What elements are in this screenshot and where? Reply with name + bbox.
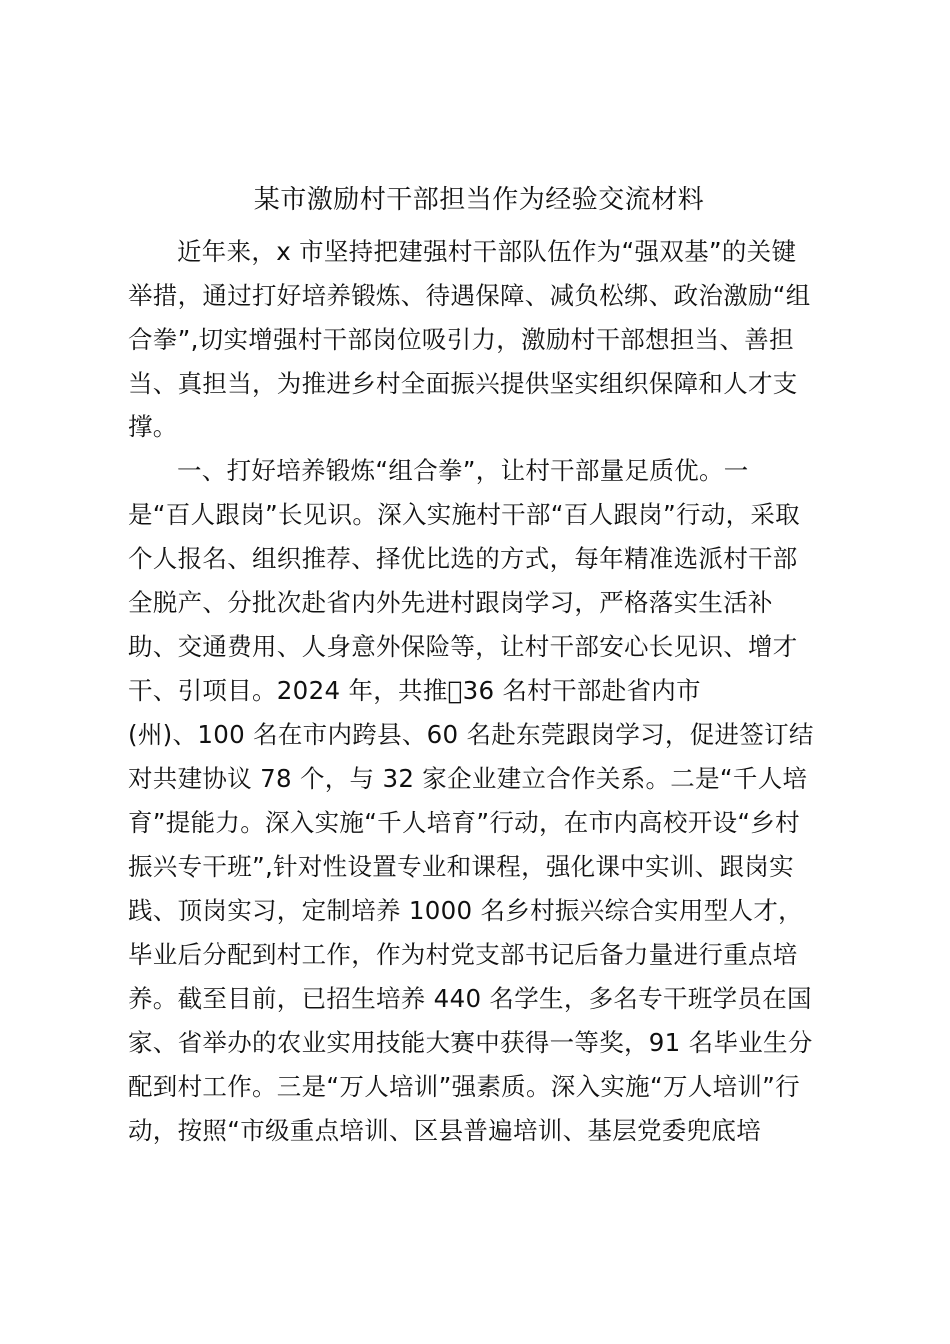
paragraph-line: 育”提能力。深入实施“千人培育”行动，在市内高校开设“乡村 xyxy=(128,808,800,837)
paragraph-line: (州)、100 名在市内跨县、60 名赴东莞跟岗学习，促进签订结 xyxy=(128,720,814,749)
paragraph-line: 配到村工作。三是“万人培训”强素质。深入实施“万人培训”行 xyxy=(128,1072,800,1101)
paragraph-line: 助、交通费用、人身意外保险等，让村干部安心长见识、增才 xyxy=(128,632,798,661)
paragraph-line: 养。截至目前，已招生培养 440 名学生，多名专干班学员在国 xyxy=(128,984,812,1013)
paragraph-line: 个人报名、组织推荐、择优比选的方式，每年精准选派村干部 xyxy=(128,544,798,573)
paragraph-line: 践、顶岗实习，定制培养 1000 名乡村振兴综合实用型人才， xyxy=(128,896,803,925)
paragraph-line: 当、真担当，为推进乡村全面振兴提供坚实组织保障和人才支 xyxy=(128,369,798,398)
paragraph-line: 合拳”,切实增强村干部岗位吸引力，激励村干部想担当、善担 xyxy=(128,325,794,354)
paragraph-line: 干、引项目。2024 年，共推􀀀36 名村干部赴省内市 xyxy=(128,676,701,705)
paragraph-line: 毕业后分配到村工作，作为村党支部书记后备力量进行重点培 xyxy=(128,940,798,969)
paragraph-line: 动，按照“市级重点培训、区县普遍培训、基层党委兜底培 xyxy=(128,1116,761,1145)
paragraph-line: 全脱产、分批次赴省内外先进村跟岗学习，严格落实生活补 xyxy=(128,588,773,617)
paragraph-line: 撑。 xyxy=(128,412,178,441)
paragraph-line: 家、省举办的农业实用技能大赛中获得一等奖，91 名毕业生分 xyxy=(128,1028,813,1057)
paragraph-line: 是“百人跟岗”长见识。深入实施村干部“百人跟岗”行动，采取 xyxy=(128,500,800,529)
paragraph-line: 对共建协议 78 个，与 32 家企业建立合作关系。二是“千人培 xyxy=(128,764,808,793)
document-title: 某市激励村干部担当作为经验交流材料 xyxy=(253,185,705,215)
paragraph-line: 近年来，x 市坚持把建强村干部队伍作为“强双基”的关键 xyxy=(177,237,797,266)
paragraph-line: 振兴专干班”,针对性设置专业和课程，强化课中实训、跟岗实 xyxy=(128,852,794,881)
paragraph-line: 一、打好培养锻炼“组合拳”，让村干部量足质优。一 xyxy=(177,456,749,485)
paragraph-line: 举措，通过打好培养锻炼、待遇保障、减负松绑、政治激励“组 xyxy=(128,281,811,310)
